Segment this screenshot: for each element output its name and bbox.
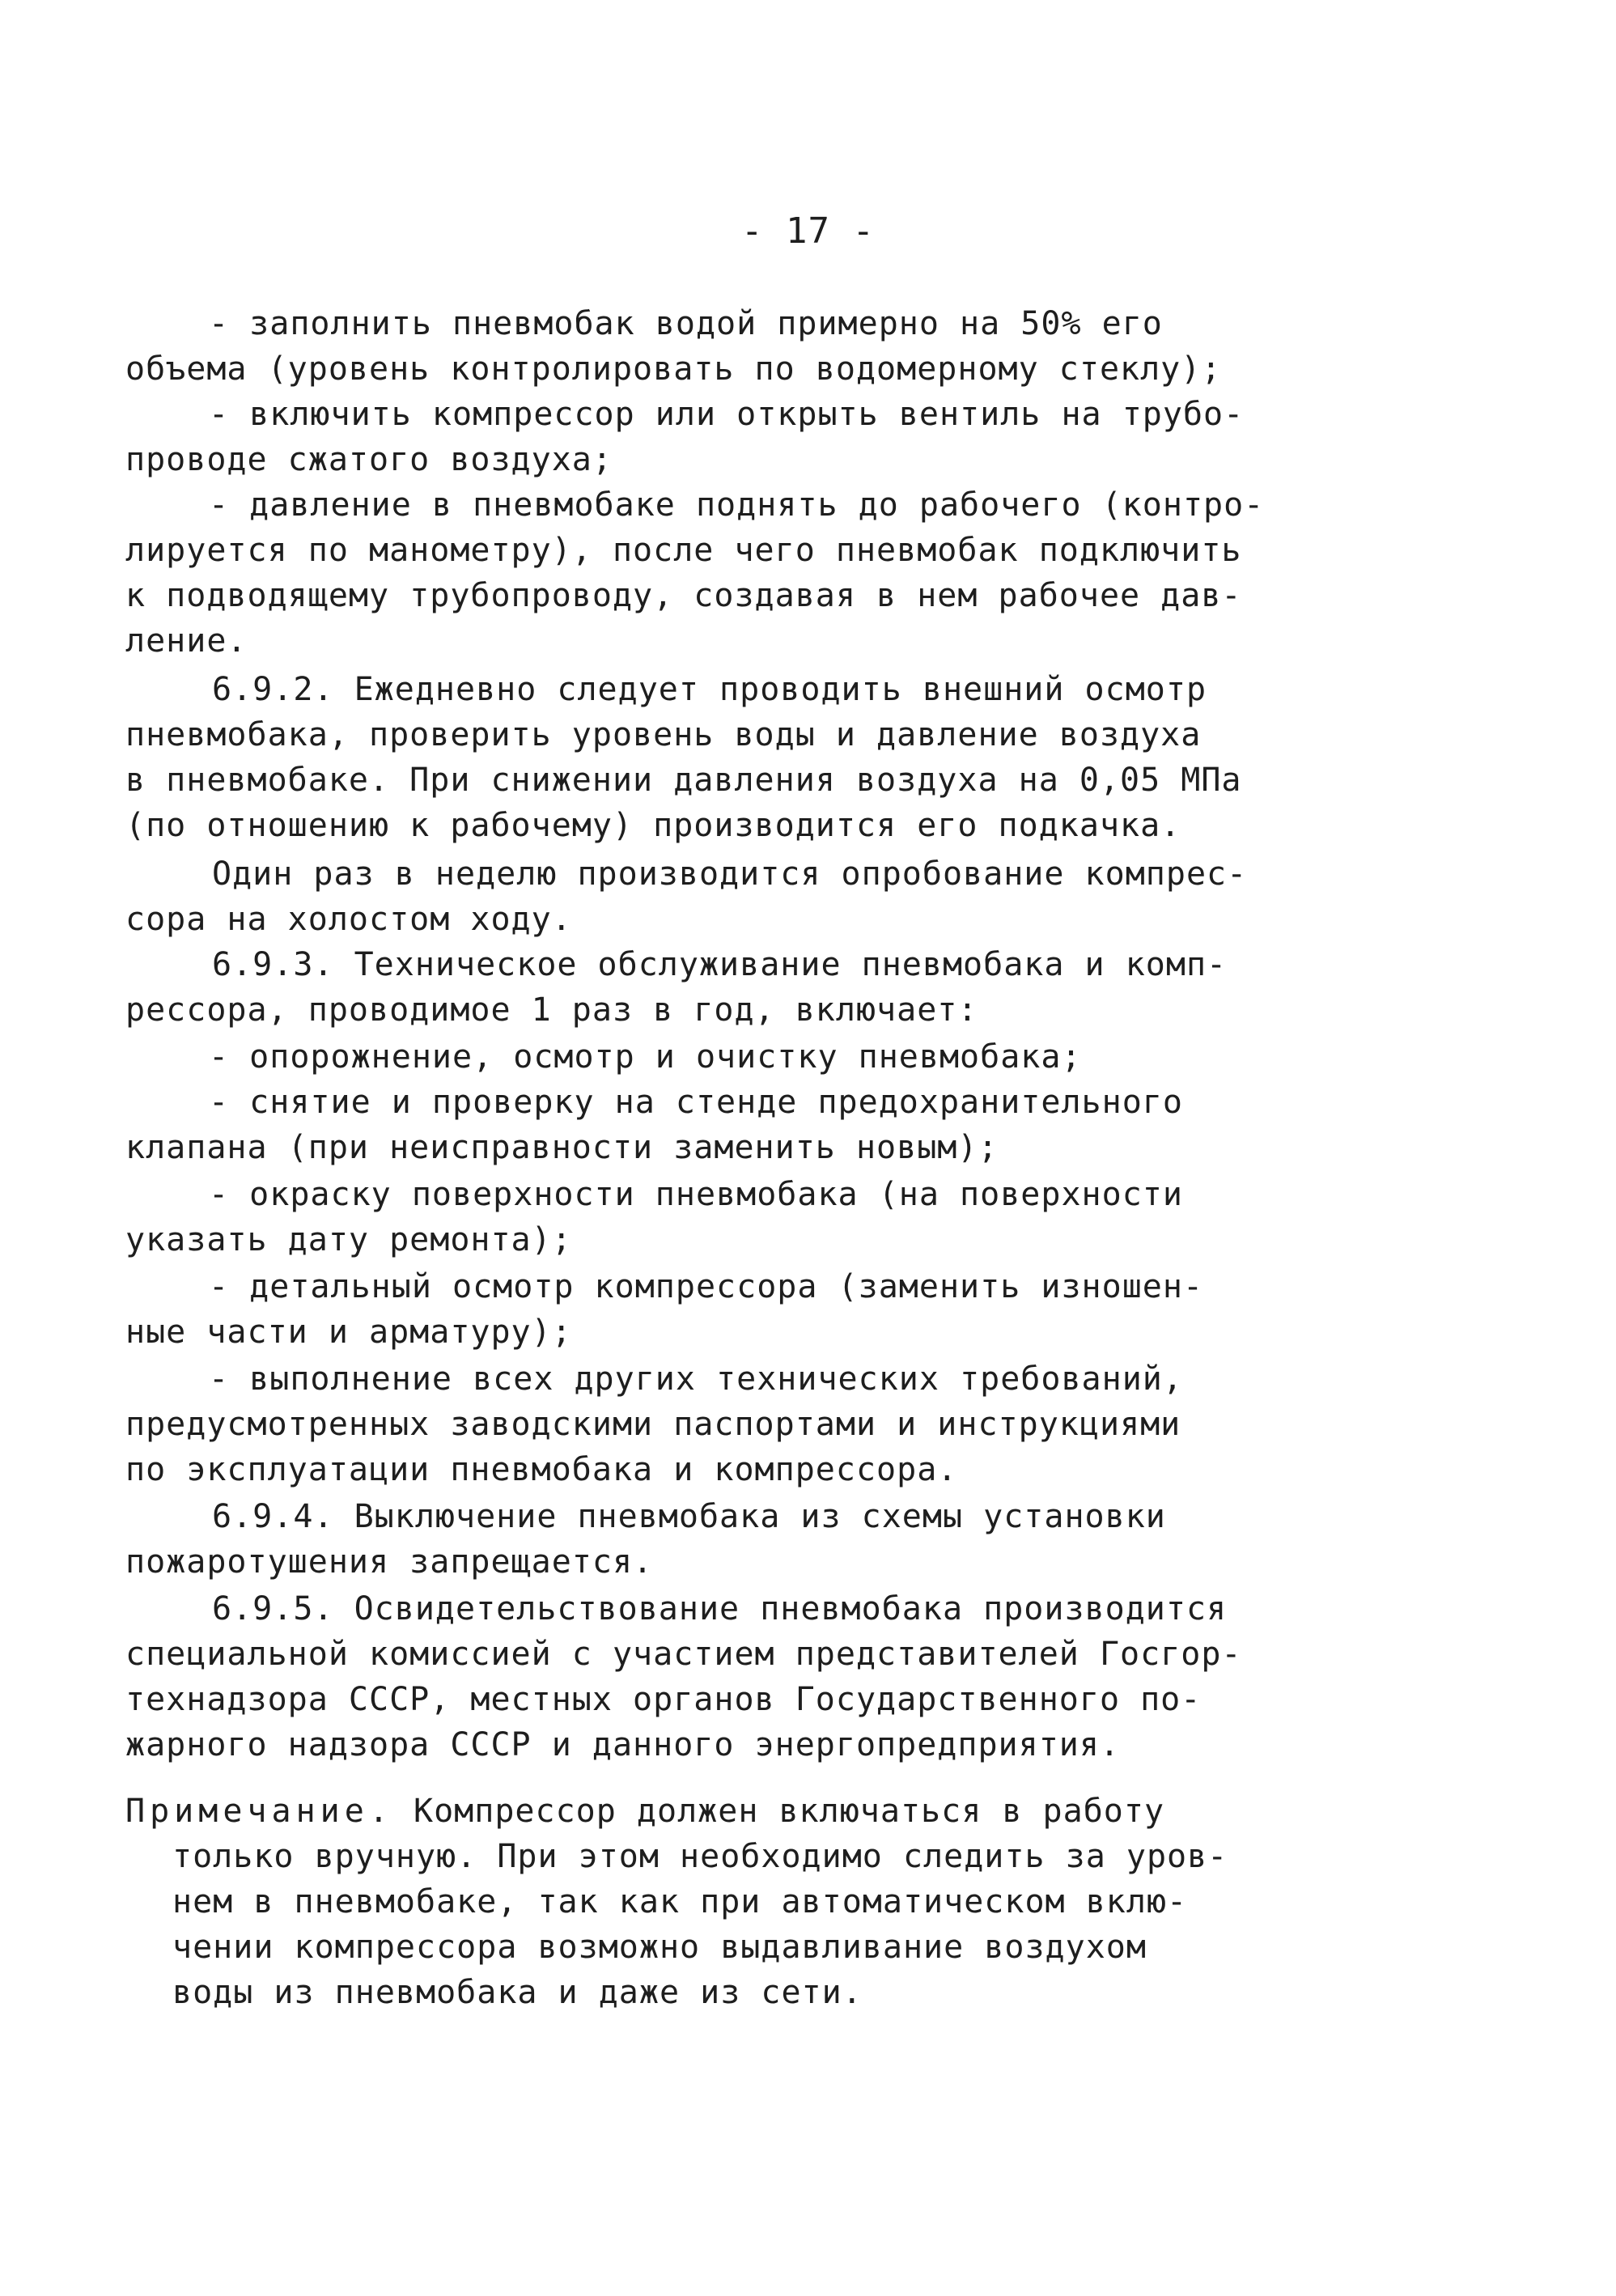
section-6-9-4-heading-line: 6.9.4. Выключение пневмобака из схемы установки — [212, 1498, 1166, 1535]
text-line: - заполнить пневмобак водой примерно на 50% его — [209, 305, 1163, 342]
text-line: - опорожнение, осмотр и очистку пневмобака; — [209, 1038, 1082, 1076]
text-line: - снятие и проверку на стенде предохранительного — [209, 1084, 1183, 1121]
page-number: - 17 - — [741, 210, 875, 252]
text-line: указать дату ремонта); — [125, 1221, 572, 1258]
note-line: нем в пневмобаке, так как при автоматическом вклю- — [172, 1883, 1188, 1920]
text-line: рессора, проводимое 1 раз в год, включает: — [125, 991, 978, 1029]
text-line: ные части и арматуру); — [125, 1314, 572, 1351]
text-line: специальной комиссией с участием представителей Госгор- — [125, 1636, 1242, 1673]
text-line: проводе сжатого воздуха; — [125, 441, 613, 478]
text-line: (по отношению к рабочему) производится его подкачка. — [125, 807, 1181, 844]
note-first-line — [125, 1789, 1164, 1834]
note-label: Примечание. — [125, 1793, 393, 1830]
text-line: пожаротушения запрещается. — [125, 1543, 654, 1581]
text-line: пневмобака, проверить уровень воды и давление воздуха — [125, 716, 1202, 753]
note-line: только вручную. При этом необходимо следить за уров- — [172, 1838, 1228, 1875]
text-line: - окраску поверхности пневмобака (на поверхности — [209, 1176, 1183, 1213]
text-line: - выполнение всех других технических требований, — [209, 1360, 1183, 1398]
text-line: - включить компрессор или открыть вентиль на трубо- — [209, 396, 1245, 433]
text-line: ление. — [125, 622, 248, 660]
note-line: воды из пневмобака и даже из сети. — [172, 1974, 863, 2011]
note-text: Компрессор должен включаться в работу — [414, 1793, 1165, 1830]
text-line: по эксплуатации пневмобака и компрессора. — [125, 1451, 958, 1488]
text-line: предусмотренных заводскими паспортами и инструкциями — [125, 1406, 1181, 1443]
section-6-9-5-heading-line: 6.9.5. Освидетельствование пневмобака производится — [212, 1590, 1228, 1628]
text-line: к подводящему трубопроводу, создавая в нем рабочее дав- — [125, 577, 1242, 614]
text-line: в пневмобаке. При снижении давления воздуха на 0,05 МПа — [125, 762, 1242, 799]
text-line: клапана (при неисправности заменить новым); — [125, 1129, 999, 1166]
section-6-9-3-heading-line: 6.9.3. Техническое обслуживание пневмобака и комп- — [212, 946, 1228, 983]
text-line: - давление в пневмобаке поднять до рабочего (контро- — [209, 486, 1265, 524]
section-6-9-2-heading-line: 6.9.2. Ежедневно следует проводить внешний осмотр — [212, 671, 1207, 708]
text-line: - детальный осмотр компрессора (заменить изношен- — [209, 1268, 1204, 1305]
text-line: технадзора СССР, местных органов Государственного по- — [125, 1681, 1202, 1718]
text-line: объема (уровень контролировать по водомерному стеклу); — [125, 350, 1222, 388]
note-line: чении компрессора возможно выдавливание воздухом — [172, 1929, 1147, 1966]
text-line: Один раз в неделю производится опробование компрес- — [212, 855, 1248, 893]
text-line: лируется по манометру), после чего пневмобак подключить — [125, 532, 1242, 569]
text-line: жарного надзора СССР и данного энергопредприятия. — [125, 1726, 1121, 1763]
text-line: сора на холостом ходу. — [125, 901, 572, 938]
